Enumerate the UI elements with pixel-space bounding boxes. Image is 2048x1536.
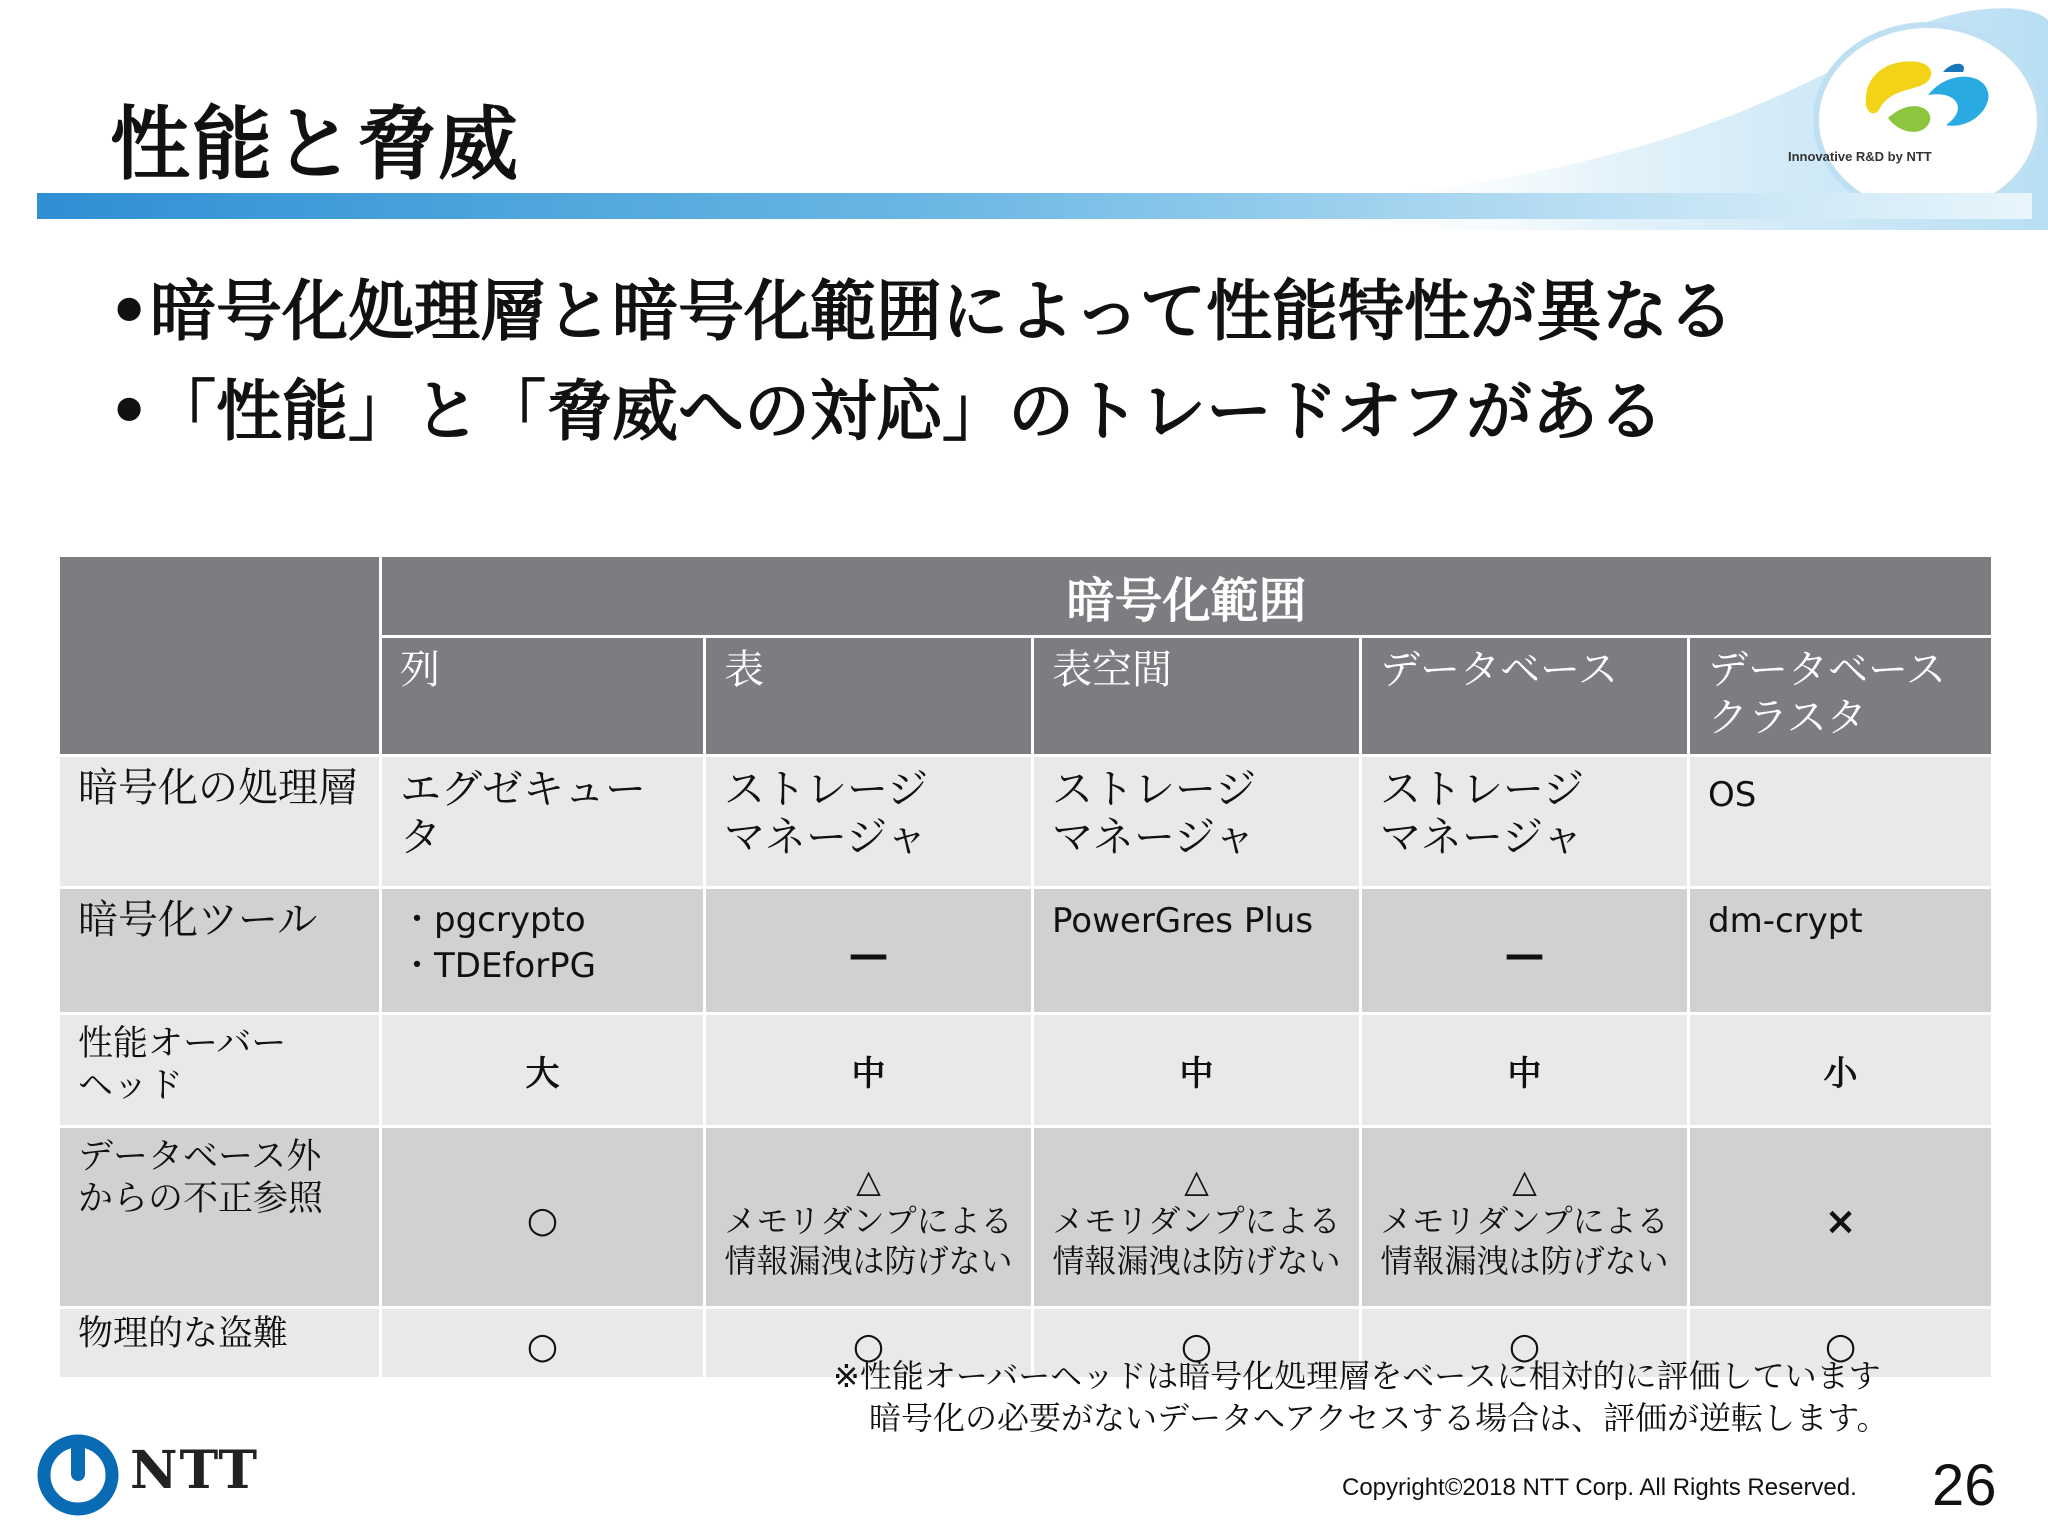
table-row: [59, 1127, 1993, 1308]
table-cell: ストレージ マネージャ: [1033, 756, 1361, 888]
memo-block: [1052, 1161, 1341, 1281]
group-header: 暗号化範囲: [381, 556, 1993, 637]
table-cell: ○: [705, 1308, 1033, 1379]
table-cell: ○: [381, 1308, 705, 1379]
table-cell: エグゼキュータ: [381, 756, 705, 888]
title-underline-bar: [37, 193, 2032, 219]
table-cell: [1361, 1127, 1689, 1308]
table-cell: ○: [1033, 1308, 1361, 1379]
column-header: データベース クラスタ: [1689, 637, 1993, 756]
list-item: ・ TDEforPG: [400, 943, 685, 989]
table-cell: 大: [381, 1014, 705, 1127]
table-cell: 中: [1361, 1014, 1689, 1127]
table-cell: OS: [1689, 756, 1993, 888]
ntt-logo-icon: [36, 1433, 120, 1517]
logo-caption: Innovative R&D by NTT: [1788, 149, 1932, 164]
page-number: 26: [1932, 1453, 1997, 1518]
row-label: 性能オーバー ヘッド: [59, 1014, 381, 1127]
table-cell: dm-crypt: [1689, 888, 1993, 1014]
table-cell: 中: [1033, 1014, 1361, 1127]
copyright-text: Copyright©2018 NTT Corp. All Rights Reserved.: [1342, 1474, 1857, 1501]
table-cell: ○: [1689, 1308, 1993, 1379]
triangle-symbol: △: [1512, 1162, 1537, 1200]
table-row: [59, 888, 1993, 1014]
memo-text: メモリダンプによる 情報漏洩は防げない: [1380, 1202, 1669, 1280]
memo-block: [1380, 1161, 1669, 1281]
table-cell: ストレージ マネージャ: [705, 756, 1033, 888]
column-header: 列: [381, 637, 705, 756]
table-cell: ○: [381, 1127, 705, 1308]
table-cell: 中: [705, 1014, 1033, 1127]
table-cell: [1033, 1127, 1361, 1308]
row-label: 物理的な盗難: [59, 1308, 381, 1379]
memo-text: メモリダンプによる 情報漏洩は防げない: [724, 1202, 1013, 1280]
column-header: 表空間: [1033, 637, 1361, 756]
bullet-text: 「性能」と「脅威への対応」のトレードオフがある: [150, 373, 1665, 450]
table-cell: PowerGres Plus: [1033, 888, 1361, 1014]
column-header: 表: [705, 637, 1033, 756]
table-corner-cell: [59, 556, 381, 756]
table-cell: —: [705, 888, 1033, 1014]
footnote-line: ※性能オーバーヘッドは暗号化処理層をベースに相対的に評価しています: [833, 1357, 1881, 1395]
ntt-wordmark: NTT: [130, 1440, 260, 1501]
column-header: データベース: [1361, 637, 1689, 756]
row-label: データベース外 からの不正参照: [59, 1127, 381, 1308]
bullet-item: [108, 362, 1734, 462]
table-cell: ○: [1361, 1308, 1689, 1379]
memo-block: [724, 1161, 1013, 1281]
triangle-symbol: △: [856, 1162, 881, 1200]
footnote: [833, 1355, 1889, 1439]
row-label: 暗号化ツール: [59, 888, 381, 1014]
comparison-table: [57, 554, 1994, 1380]
bullet-symbol: •: [108, 373, 151, 450]
slide-title: 性能と脅威: [110, 98, 520, 191]
table-cell: —: [1361, 888, 1689, 1014]
bullet-list: [108, 262, 1734, 462]
triangle-symbol: △: [1184, 1162, 1209, 1200]
table-cell: ×: [1689, 1127, 1993, 1308]
table-row: [59, 1014, 1993, 1127]
footnote-line: 暗号化の必要がないデータへアクセスする場合は、評価が逆転します。: [869, 1399, 1889, 1437]
bullet-symbol: •: [108, 273, 151, 350]
table-cell: ストレージ マネージャ: [1361, 756, 1689, 888]
row-label: 暗号化の処理層: [59, 756, 381, 888]
table-cell: 小: [1689, 1014, 1993, 1127]
bullet-item: [108, 262, 1734, 362]
table-cell: [381, 888, 705, 1014]
memo-text: メモリダンプによる 情報漏洩は防げない: [1052, 1202, 1341, 1280]
table-cell: [705, 1127, 1033, 1308]
table-row: [59, 756, 1993, 888]
tool-list: [400, 897, 685, 989]
bullet-text: 暗号化処理層と暗号化範囲によって性能特性が異なる: [150, 273, 1734, 350]
list-item: ・ pgcrypto: [400, 897, 685, 943]
